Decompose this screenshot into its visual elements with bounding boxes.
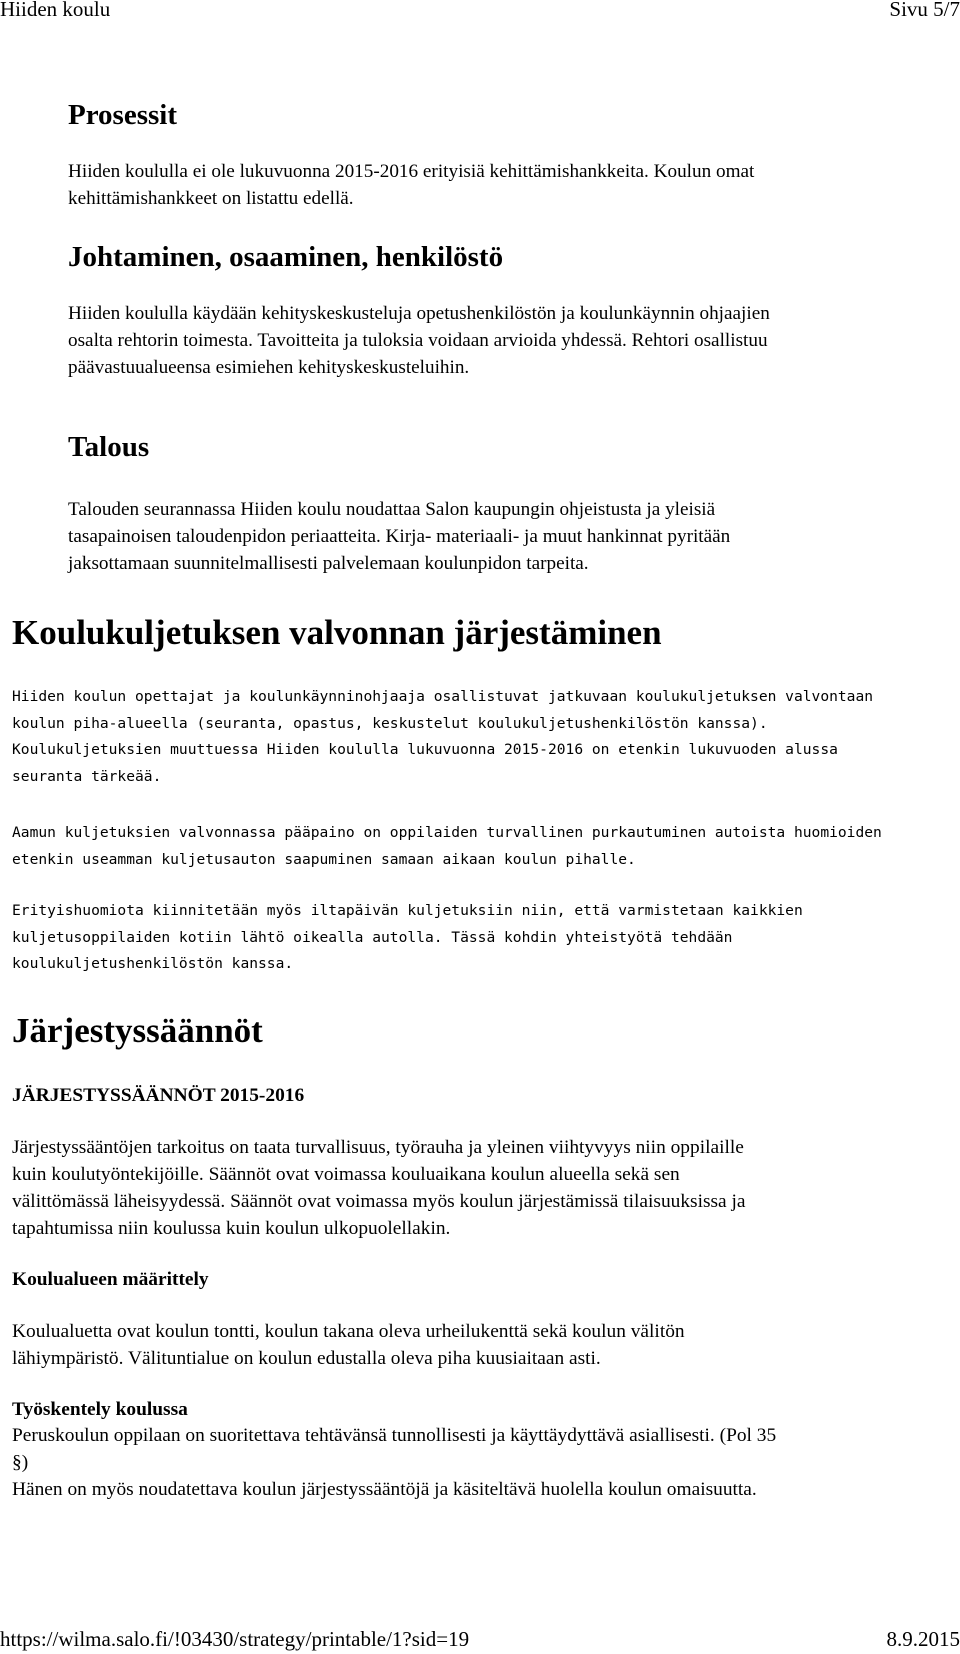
text-line: tasapainoisen taloudenpidon periaatteita. Kirja- materiaali- ja muut hankinnat pyritään — [68, 526, 731, 547]
print-date: 8.9.2015 — [886, 1627, 960, 1651]
paragraph-koulukuljetus-2 — [12, 820, 942, 873]
section-heading-prosessit: Prosessit — [68, 99, 178, 131]
paragraph-koulukuljetus-1 — [12, 684, 942, 790]
text-line: kuljetusoppilaiden kotiin lähtö oikealla autolla. Tässä kohdin yhteistyötä tehdään — [12, 928, 733, 946]
text-line: §) — [12, 1452, 29, 1473]
section-heading-koulukuljetus: Koulukuljetuksen valvonnan järjestäminen — [12, 613, 662, 652]
text-line: Aamun kuljetuksien valvonnassa pääpaino on oppilaiden turvallinen purkautuminen autoista huomioiden — [12, 824, 882, 841]
section-heading-johtaminen: Johtaminen, osaaminen, henkilöstö — [68, 241, 504, 273]
section-heading-jarjestyssaannot: Järjestyssäännöt — [12, 1011, 263, 1050]
text-line: Koulualuetta ovat koulun tontti, koulun takana oleva urheilukenttä sekä koulun välitön — [12, 1321, 685, 1342]
text-line: seuranta tärkeää. — [12, 767, 162, 785]
text-line: päävastuualueensa esimiehen kehityskeskusteluihin. — [68, 357, 470, 378]
text-line: jaksottamaan suunnitelmallisesti palvelemaan koulunpidon tarpeita. — [68, 553, 589, 574]
text-line: Peruskoulun oppilaan on suoritettava tehtävänsä tunnollisesti ja käyttäydyttävä asiallisesti. (Pol 35 — [12, 1425, 777, 1446]
text-line: Hiiden koululla ei ole lukuvuonna 2015-2016 erityisiä kehittämishankkeita. Koulun omat — [68, 161, 755, 182]
text-line: Hänen on myös noudatettava koulun järjestyssääntöjä ja käsiteltävä huolella koulun omaisuutta. — [12, 1479, 757, 1500]
text-line: Hiiden koululla käydään kehityskeskusteluja opetushenkilöstön ja koulunkäynnin ohjaajien — [68, 303, 770, 324]
text-line: koulukuljetushenkilöstön kanssa. — [12, 955, 294, 972]
subheading-jarjestyssaannot-year: JÄRJESTYSSÄÄNNÖT 2015-2016 — [12, 1085, 305, 1106]
text-line: etenkin useamman kuljetusauton saapuminen samaan aikaan koulun pihalle. — [12, 850, 636, 868]
page-header-title: Hiiden koulu — [0, 0, 111, 21]
subheading-koulualue: Koulualueen määrittely — [12, 1269, 209, 1290]
subheading-tyoskentely: Työskentely koulussa — [12, 1399, 188, 1420]
paragraph-talous — [68, 496, 928, 577]
text-line: Järjestyssääntöjen tarkoitus on taata turvallisuus, työrauha ja yleinen viihtyvyys niin oppilaille — [12, 1137, 744, 1158]
paragraph-tyoskentely — [12, 1422, 952, 1503]
text-line: välittömässä läheisyydessä. Säännöt ovat voimassa myös koulun järjestämissä tilaisuuksissa ja — [12, 1191, 746, 1212]
paragraph-johtaminen — [68, 300, 928, 381]
page-number: Sivu 5/7 — [889, 0, 960, 21]
section-heading-talous: Talous — [68, 431, 150, 463]
text-line: osalta rehtorin toimesta. Tavoitteita ja tuloksia voidaan arvioida yhdessä. Rehtori osallistuu — [68, 330, 768, 351]
text-line: Talouden seurannassa Hiiden koulu noudattaa Salon kaupungin ohjeistusta ja yleisiä — [68, 499, 716, 520]
text-line: Erityishuomiota kiinnitetään myös iltapäivän kuljetuksiin niin, että varmistetaan kaikkien — [12, 902, 803, 919]
page-url: https://wilma.salo.fi/!03430/strategy/printable/1?sid=19 — [0, 1627, 470, 1651]
text-line: lähiympäristö. Välituntialue on koulun edustalla oleva piha kuusiaitaan asti. — [12, 1348, 601, 1369]
text-line: kuin koulutyöntekijöille. Säännöt ovat voimassa kouluaikana koulun alueella sekä sen — [12, 1164, 680, 1185]
text-line: Hiiden koulun opettajat ja koulunkäynninohjaaja osallistuvat jatkuvaan koulukuljetuksen valvontaan — [12, 688, 874, 705]
text-line: koulun piha-alueella (seuranta, opastus, keskustelut koulukuljetushenkilöstön kanssa). — [12, 714, 768, 732]
paragraph-jarjestyssaannot-intro — [12, 1134, 944, 1242]
text-line: kehittämishankkeet on listattu edellä. — [68, 188, 354, 209]
paragraph-koulukuljetus-3 — [12, 898, 942, 978]
text-line: Koulukuljetuksien muuttuessa Hiiden koululla lukuvuonna 2015-2016 on etenkin lukuvuoden alussa — [12, 741, 838, 758]
paragraph-koulualue — [12, 1318, 944, 1372]
text-line: tapahtumissa niin koulussa kuin koulun ulkopuolellakin. — [12, 1218, 451, 1239]
paragraph-prosessit — [68, 158, 928, 212]
